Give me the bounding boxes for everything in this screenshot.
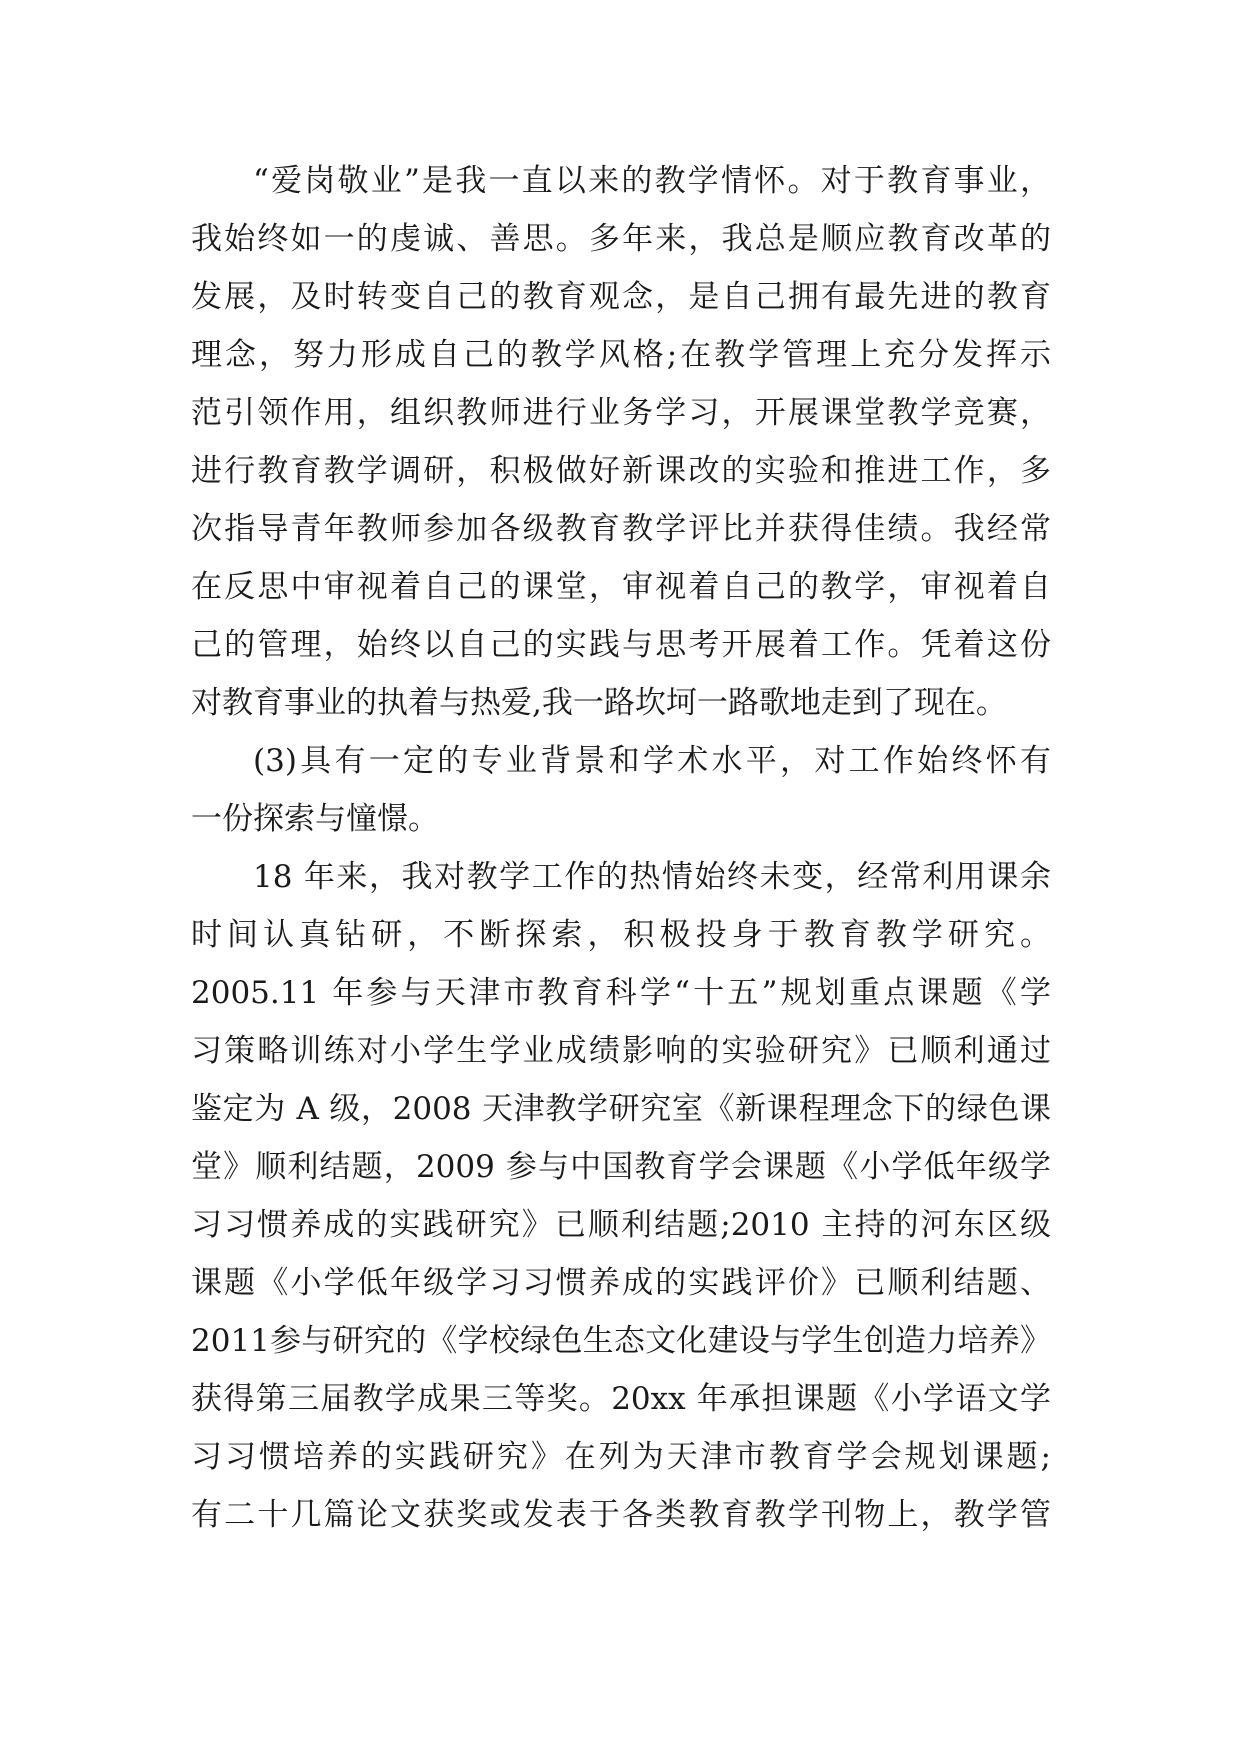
text-line: 时间认真钻研，不断探索，积极投身于教育教学研究。 (191, 917, 1051, 953)
text-line: 对教育事业的执着与热爱,我一路坎坷一路歌地走到了现在。 (191, 685, 1007, 721)
text-line: 己的管理，始终以自己的实践与思考开展着工作。凭着这份 (191, 627, 1051, 663)
text-line: 习习惯培养的实践研究》在列为天津市教育学会规划课题; (191, 1439, 1051, 1475)
text-line: 在反思中审视着自己的课堂，审视着自己的教学，审视着自 (191, 569, 1051, 605)
text-line: 有二十几篇论文获奖或发表于各类教育教学刊物上，教学管 (191, 1497, 1051, 1533)
text-line: 习策略训练对小学生学业成绩影响的实验研究》已顺利通过 (191, 1033, 1051, 1069)
text-line: 次指导青年教师参加各级教育教学评比并获得佳绩。我经常 (191, 511, 1051, 547)
text-line: 2005.11 年参与天津市教育科学“十五”规划重点课题《学 (191, 975, 1051, 1011)
text-line: 课题《小学低年级学习习惯养成的实践评价》已顺利结题、 (191, 1265, 1051, 1301)
text-line: (3)具有一定的专业背景和学术水平，对工作始终怀有 (253, 743, 1051, 779)
text-line: 习习惯养成的实践研究》已顺利结题;2010 主持的河东区级 (191, 1207, 1051, 1243)
text-line: 我始终如一的虔诚、善思。多年来，我总是顺应教育改革的 (191, 221, 1051, 257)
text-line: 发展，及时转变自己的教育观念，是自己拥有最先进的教育 (191, 279, 1051, 315)
text-line: 获得第三届教学成果三等奖。20xx 年承担课题《小学语文学 (191, 1381, 1051, 1417)
text-line: 堂》顺利结题，2009 参与中国教育学会课题《小学低年级学 (191, 1149, 1051, 1185)
text-line: 2011参与研究的《学校绿色生态文化建设与学生创造力培养》 (191, 1323, 1051, 1359)
document-body (191, 152, 1051, 1544)
text-line: 鉴定为 A 级，2008 天津教学研究室《新课程理念下的绿色课 (191, 1091, 1051, 1127)
text-line: 进行教育教学调研，积极做好新课改的实验和推进工作，多 (191, 453, 1051, 489)
text-line: 18 年来，我对教学工作的热情始终未变，经常利用课余 (253, 859, 1051, 895)
text-line: 理念，努力形成自己的教学风格;在教学管理上充分发挥示 (191, 337, 1051, 373)
text-line: “爱岗敬业”是我一直以来的教学情怀。对于教育事业， (253, 163, 1051, 199)
text-line: 范引领作用，组织教师进行业务学习，开展课堂教学竞赛， (191, 395, 1051, 431)
text-line: 一份探索与憧憬。 (191, 801, 439, 837)
